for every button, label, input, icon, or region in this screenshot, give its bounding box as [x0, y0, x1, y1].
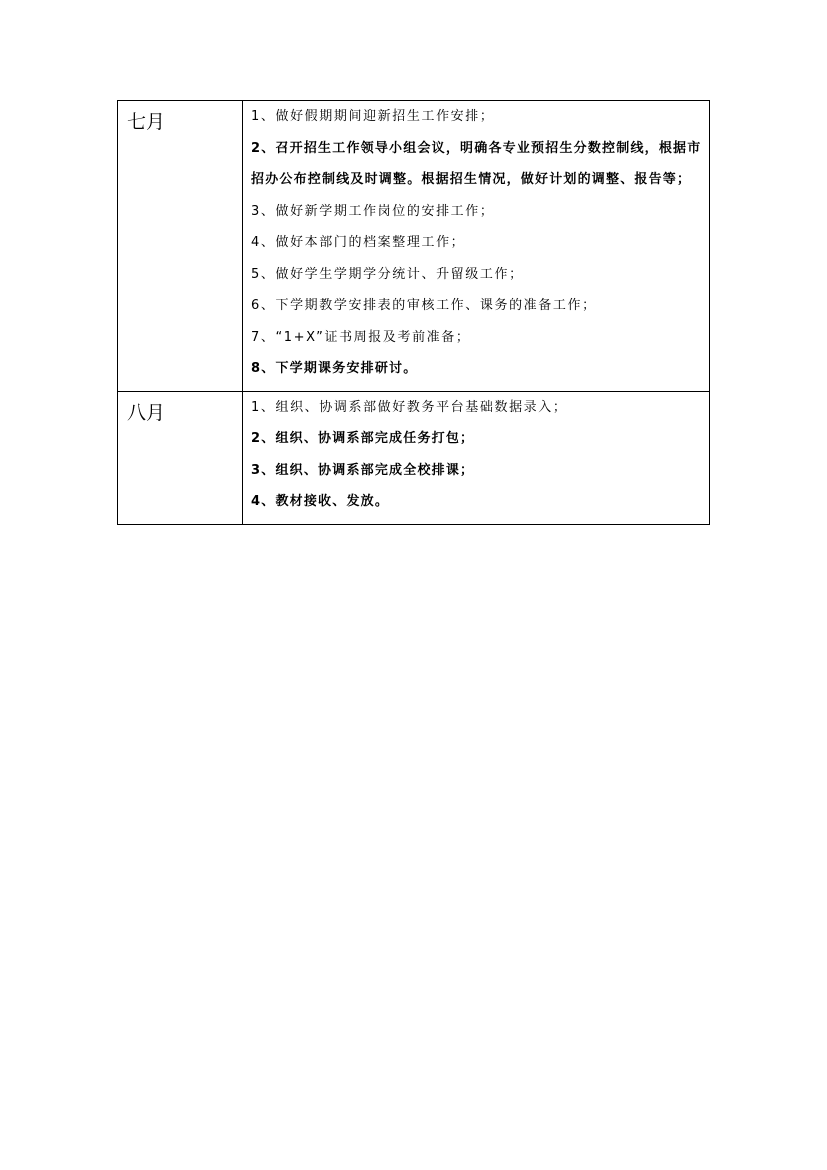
task-item: 4、做好本部门的档案整理工作； [251, 235, 466, 250]
task-item: 3、组织、协调系部完成全校排课； [251, 462, 475, 478]
task-item: 2、召开招生工作领导小组会议，明确各专业预招生分数控制线，根据市招办公布控制线及时调整。根据招生情况，做好计划的调整、报告等； [251, 140, 702, 187]
tasks-cell [243, 101, 710, 392]
month-cell: 七月 [118, 101, 243, 392]
task-item: 1、做好假期期间迎新招生工作安排； [251, 109, 495, 124]
task-item: 3、做好新学期工作岗位的安排工作； [251, 203, 495, 219]
task-item: 2、组织、协调系部完成任务打包； [251, 431, 475, 446]
tasks-cell [243, 391, 710, 524]
work-plan-table [117, 100, 710, 525]
table-row-august [118, 391, 710, 524]
table-row-july [118, 101, 710, 392]
task-item: 4、教材接收、发放。 [251, 494, 390, 509]
task-item: 8、下学期课务安排研讨。 [251, 361, 418, 376]
task-item: 6、下学期教学安排表的审核工作、课务的准备工作； [251, 298, 597, 313]
task-item: 1、组织、协调系部做好教务平台基础数据录入； [251, 399, 568, 415]
month-cell: 八月 [118, 391, 243, 524]
task-item: 5、做好学生学期学分统计、升留级工作； [251, 266, 524, 282]
task-item: 7、“1+X”证书周报及考前准备； [251, 329, 471, 345]
